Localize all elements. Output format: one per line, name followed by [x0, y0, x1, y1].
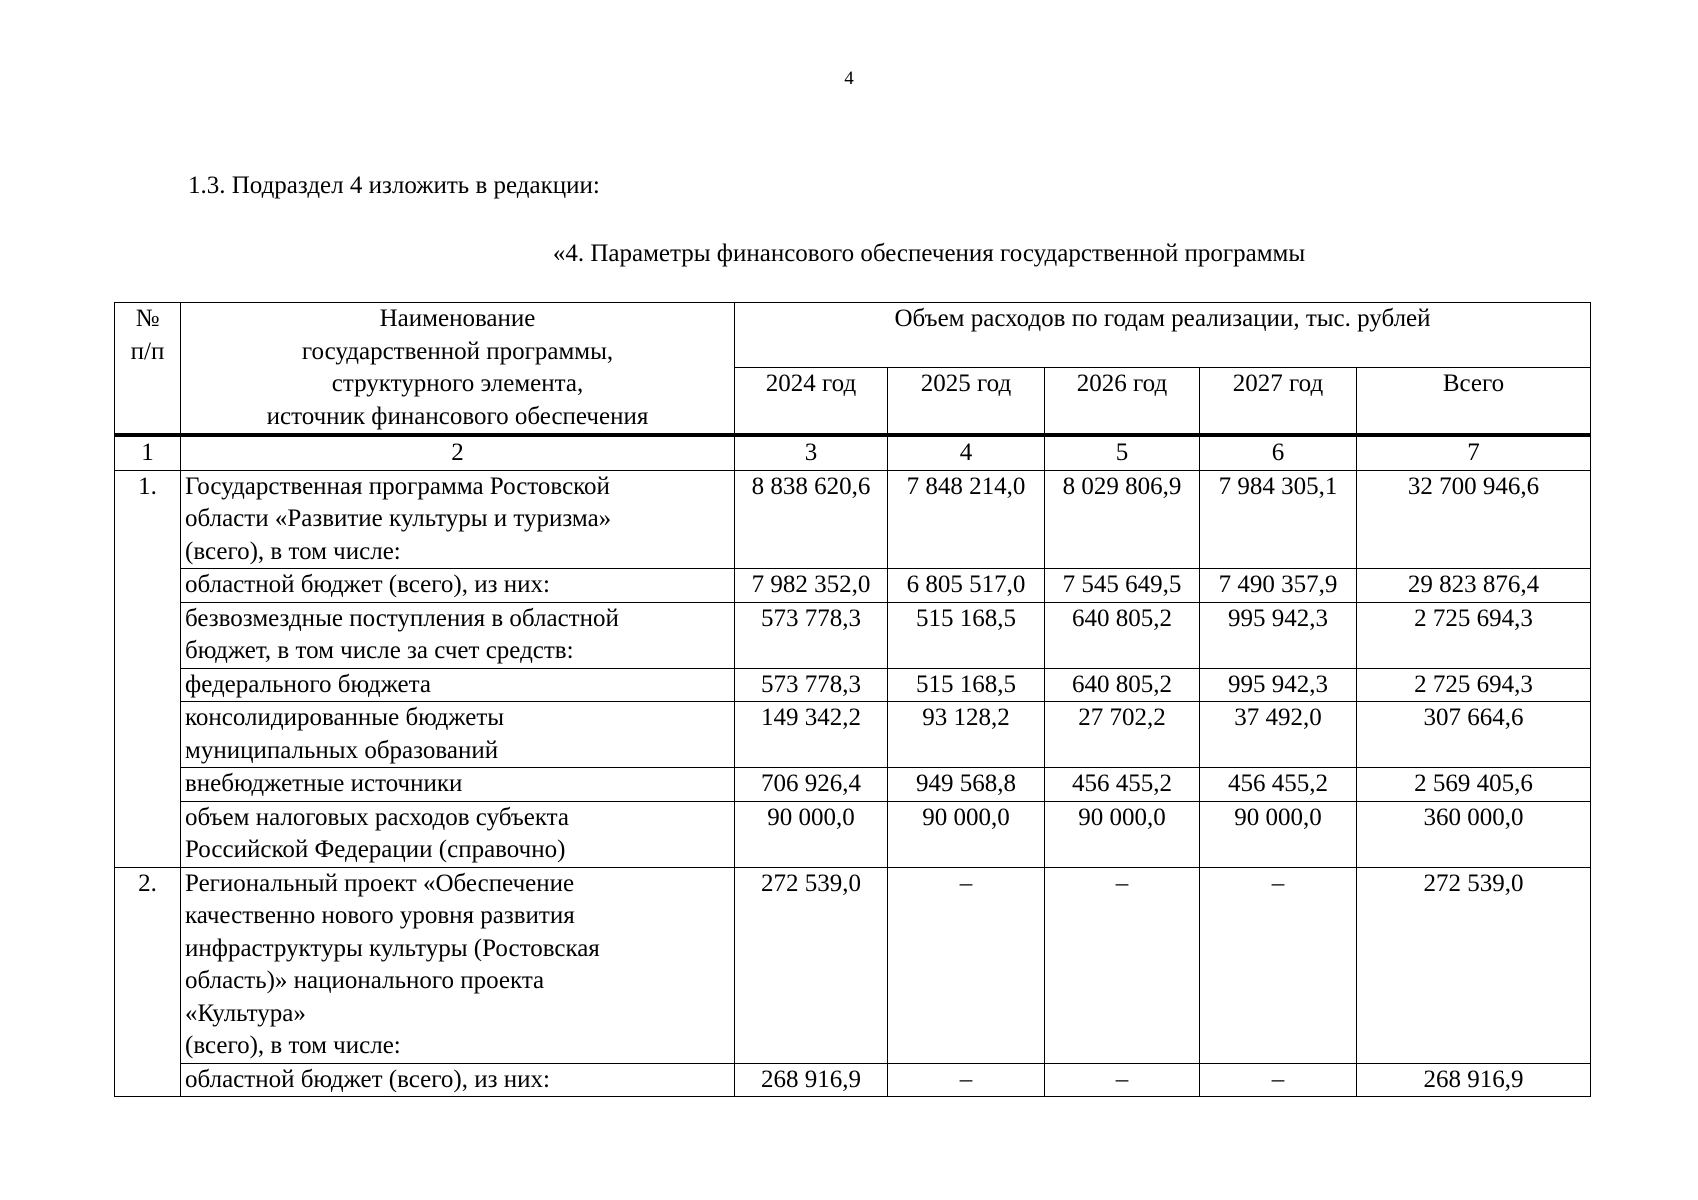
row-name-line: качественно нового уровня развития [185, 902, 575, 929]
column-number: 1 [115, 435, 181, 470]
table-row [115, 768, 1591, 802]
row-name-line: внебюджетные источники [185, 770, 463, 797]
value-2025: – [888, 1063, 1045, 1097]
column-number: 5 [1045, 435, 1200, 470]
value-2027: 456 455,2 [1200, 768, 1357, 802]
row-name-line: «Культура» [185, 999, 306, 1027]
row-name [181, 768, 735, 802]
row-name [181, 470, 735, 569]
value-2026: 7 545 649,5 [1045, 569, 1200, 603]
column-number: 3 [735, 435, 888, 470]
value-2026: 90 000,0 [1045, 801, 1200, 867]
header-year-2026: 2026 год [1045, 367, 1200, 435]
table-row [115, 602, 1591, 668]
row-name-line: областной бюджет (всего), из них: [185, 1065, 550, 1093]
header-number-line: п/п [130, 337, 165, 365]
row-name [181, 801, 735, 867]
intro-text: 1.3. Подраздел 4 изложить в редакции: [188, 172, 600, 199]
value-2025: 90 000,0 [888, 801, 1045, 867]
column-number: 7 [1357, 435, 1591, 470]
row-name [181, 702, 735, 768]
row-name-line: бюджет, в том числе за счет средств: [185, 637, 574, 664]
row-name-line: область)» национального проекта [185, 967, 545, 994]
header-name [181, 303, 735, 436]
column-number: 2 [181, 435, 735, 470]
value-2026: 8 029 806,9 [1045, 470, 1200, 569]
row-name-line: муниципальных образований [185, 736, 499, 764]
value-total: 2 725 694,3 [1357, 602, 1591, 668]
column-number-row [115, 435, 1591, 470]
value-2025: 515 168,5 [888, 602, 1045, 668]
header-name-line: Наименование [379, 305, 536, 332]
header-year-2027: 2027 год [1200, 367, 1357, 435]
header-number [115, 303, 181, 436]
value-2024: 8 838 620,6 [735, 470, 888, 569]
value-2027: 37 492,0 [1200, 702, 1357, 768]
row-name-line: безвозмездные поступления в областной [185, 604, 619, 632]
value-2026: 640 805,2 [1045, 668, 1200, 702]
row-name-line: Государственная программа Ростовской [185, 472, 610, 500]
value-total: 360 000,0 [1357, 801, 1591, 867]
row-name-line: (всего), в том числе: [185, 1032, 401, 1059]
column-number: 6 [1200, 435, 1357, 470]
row-number: 2. [115, 867, 181, 1097]
row-name-line: (всего), в том числе: [185, 537, 401, 565]
row-name [181, 1063, 735, 1097]
column-number: 4 [888, 435, 1045, 470]
value-2027: 7 490 357,9 [1200, 569, 1357, 603]
value-2024: 272 539,0 [735, 867, 888, 1063]
value-total: 32 700 946,6 [1357, 470, 1591, 569]
value-2026: 27 702,2 [1045, 702, 1200, 768]
value-2026: – [1045, 1063, 1200, 1097]
header-year-2024: 2024 год [735, 367, 888, 435]
row-name [181, 602, 735, 668]
page-number: 4 [844, 68, 854, 89]
value-2026: – [1045, 867, 1200, 1063]
value-2024: 573 778,3 [735, 668, 888, 702]
value-total: 2 725 694,3 [1357, 668, 1591, 702]
row-name-line: федерального бюджета [185, 670, 431, 698]
header-total: Всего [1357, 367, 1591, 435]
row-name [181, 569, 735, 603]
row-name-line: объем налоговых расходов субъекта [185, 803, 570, 831]
value-total: 29 823 876,4 [1357, 569, 1591, 603]
value-2025: 93 128,2 [888, 702, 1045, 768]
value-2027: 90 000,0 [1200, 801, 1357, 867]
row-name-line: консолидированные бюджеты [185, 704, 505, 731]
header-number-line: № [135, 305, 160, 332]
header-volume: Объем расходов по годам реализации, тыс. рублей [735, 303, 1591, 368]
row-name-line: инфраструктуры культуры (Ростовская [185, 934, 600, 962]
table-row [115, 569, 1591, 603]
value-2024: 706 926,4 [735, 768, 888, 802]
row-name-line: Российской Федерации (справочно) [185, 836, 566, 863]
row-name-line: Региональный проект «Обеспечение [185, 869, 575, 897]
value-2025: 515 168,5 [888, 668, 1045, 702]
value-2024: 149 342,2 [735, 702, 888, 768]
section-heading: «4. Параметры финансового обеспечения государственной программы [552, 240, 1306, 267]
value-total: 2 569 405,6 [1357, 768, 1591, 802]
row-number: 1. [115, 470, 181, 867]
value-total: 268 916,9 [1357, 1063, 1591, 1097]
value-2027: 995 942,3 [1200, 668, 1357, 702]
row-name-line: области «Развитие культуры и туризма» [185, 505, 612, 532]
table-row [115, 801, 1591, 867]
value-2027: 7 984 305,1 [1200, 470, 1357, 569]
value-2024: 573 778,3 [735, 602, 888, 668]
value-2025: – [888, 867, 1045, 1063]
table-row [115, 470, 1591, 569]
row-name-line: областной бюджет (всего), из них: [185, 571, 550, 598]
table-row [115, 668, 1591, 702]
value-2026: 456 455,2 [1045, 768, 1200, 802]
header-name-line: структурного элемента, [331, 370, 584, 397]
table-row [115, 1063, 1591, 1097]
header-row-1 [115, 303, 1591, 368]
header-name-line: источник финансового обеспечения [266, 402, 649, 430]
value-2027: 995 942,3 [1200, 602, 1357, 668]
row-name [181, 867, 735, 1063]
value-2025: 949 568,8 [888, 768, 1045, 802]
value-total: 307 664,6 [1357, 702, 1591, 768]
value-2024: 7 982 352,0 [735, 569, 888, 603]
value-2024: 90 000,0 [735, 801, 888, 867]
header-name-line: государственной программы, [301, 337, 614, 365]
row-name [181, 668, 735, 702]
header-year-2025: 2025 год [888, 367, 1045, 435]
financing-table [114, 302, 1591, 1097]
value-2025: 7 848 214,0 [888, 470, 1045, 569]
value-total: 272 539,0 [1357, 867, 1591, 1063]
value-2026: 640 805,2 [1045, 602, 1200, 668]
value-2027: – [1200, 1063, 1357, 1097]
value-2027: – [1200, 867, 1357, 1063]
table-row [115, 702, 1591, 768]
value-2025: 6 805 517,0 [888, 569, 1045, 603]
table-row [115, 867, 1591, 1063]
value-2024: 268 916,9 [735, 1063, 888, 1097]
